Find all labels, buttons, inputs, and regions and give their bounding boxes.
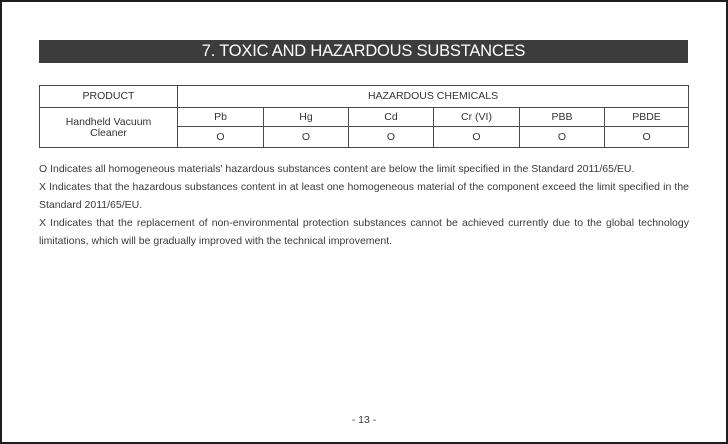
chemical-header-pb: Pb bbox=[178, 108, 264, 127]
hazardous-substances-table bbox=[39, 85, 689, 148]
chemicals-header: HAZARDOUS CHEMICALS bbox=[178, 86, 689, 108]
value-cell-cr-vi: O bbox=[434, 127, 520, 148]
product-header: PRODUCT bbox=[40, 86, 178, 108]
value-cell-hg: O bbox=[264, 127, 349, 148]
chemical-columns-row bbox=[40, 108, 689, 127]
page-number: - 13 - bbox=[351, 414, 377, 426]
value-cell-pb: O bbox=[178, 127, 264, 148]
note-x-exceeds-limit: X Indicates that the hazardous substances content in at least one homogeneous material of the component exceed the limit specified in the Standard 2011/65/EU. bbox=[39, 181, 689, 211]
value-cell-pbb: O bbox=[520, 127, 605, 148]
table-header-row bbox=[40, 86, 689, 108]
note-o-indicates: O Indicates all homogeneous materials' hazardous substances content are below the limit specified in the Standard 2011/65/EU. bbox=[39, 163, 635, 175]
note-x-replacement: X Indicates that the replacement of non-environmental protection substances cannot be achieved currently due to the global technology limitations, which will be gradually improved with the technical improvement. bbox=[39, 217, 689, 247]
product-name-cell: Handheld Vacuum Cleaner bbox=[40, 108, 178, 148]
value-cell-cd: O bbox=[349, 127, 434, 148]
chemical-header-pbb: PBB bbox=[520, 108, 605, 127]
value-cell-pbde: O bbox=[605, 127, 689, 148]
chemical-header-cr-vi: Cr (VI) bbox=[434, 108, 520, 127]
chemical-header-hg: Hg bbox=[264, 108, 349, 127]
section-title: 7. TOXIC AND HAZARDOUS SUBSTANCES bbox=[201, 42, 526, 60]
legend-notes bbox=[39, 160, 689, 250]
section-title-bar bbox=[39, 40, 688, 63]
chemical-header-cd: Cd bbox=[349, 108, 434, 127]
chemical-header-pbde: PBDE bbox=[605, 108, 689, 127]
